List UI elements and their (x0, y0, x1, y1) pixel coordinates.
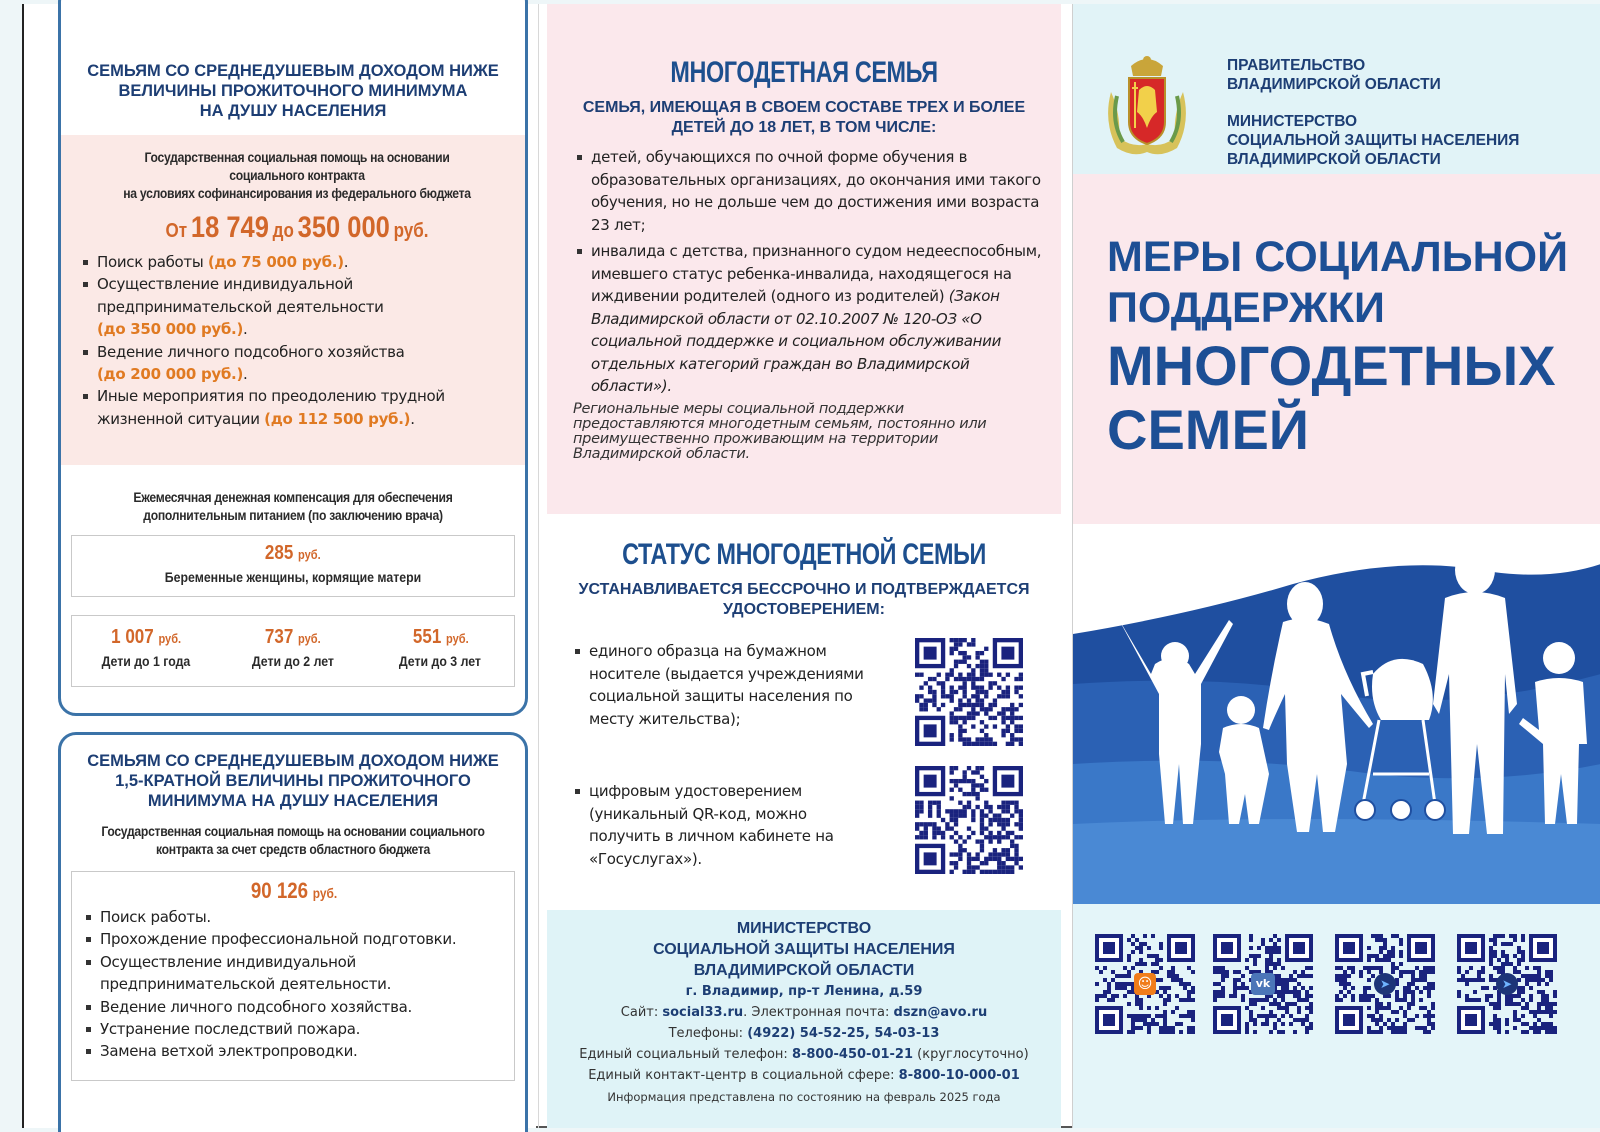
government-name: ПРАВИТЕЛЬСТВО ВЛАДИМИРСКОЙ ОБЛАСТИ (1227, 57, 1441, 93)
qr-code-digital-certificate[interactable] (915, 766, 1023, 874)
leaflet-title: МЕРЫ СОЦИАЛЬНОЙ ПОДДЕРЖКИ МНОГОДЕТНЫХ СЕМЕЙ (1107, 233, 1569, 461)
regional-amount: 90 126 руб. (250, 878, 338, 903)
telegram-icon: ➤ (1374, 973, 1396, 995)
email-link[interactable]: dszn@avo.ru (893, 1005, 988, 1020)
list-item: Замена ветхой электропроводки. (82, 1040, 506, 1062)
social-qr-telegram-2[interactable] (1457, 934, 1557, 1038)
social-contract-federal-band (61, 135, 525, 465)
phones-line: Телефоны: (4922) 54-52-25, 54-03-13 (668, 1026, 940, 1041)
definition-subheading: СЕМЬЯ, ИМЕЮЩАЯ В СВОЕМ СОСТАВЕ ТРЕХ И БОЛЕЕ ДЕТЕЙ ДО 18 ЛЕТ, В ТОМ ЧИСЛЕ: (582, 99, 1026, 136)
coat-of-arms-icon (1103, 52, 1191, 160)
status-section (547, 514, 1061, 910)
list-item: Поиск работы. (82, 906, 506, 928)
list-item: Ведение личного подсобного хозяйства. (82, 996, 506, 1018)
status-list-digital (571, 780, 881, 870)
panel-right (1072, 4, 1600, 1128)
regional-measures-list (82, 906, 506, 1063)
social-qr-vk[interactable] (1213, 934, 1313, 1038)
list-item: цифровым удостоверением (уникальный QR-код, можно получить в личном кабинете на «Госуслугах»). (571, 780, 881, 870)
social-qr-ok[interactable] (1095, 934, 1195, 1038)
family-illustration (1073, 524, 1600, 904)
compensation-cell: 737 руб. Дети до 2 лет (251, 626, 335, 669)
children-compensation-box (71, 615, 515, 687)
list-item: инвалида с детства, признанного судом недееспособным, имевшего статус ребенка-инвалида, находящегося на иждивении родителей (одного из родителей) (Закон Владимирской области от 02.10.2007 № 120-ОЗ «О социальной поддержке и социальном обслуживании отдельных категорий граждан во Владимирской области»). (573, 240, 1047, 398)
qr-code-paper-certificate[interactable] (915, 638, 1023, 746)
compensation-title: Ежемесячная денежная компенсация для обеспечения дополнительным питанием (по заключению врача) (133, 490, 453, 523)
pregnant-compensation-box: 285 руб. Беременные женщины, кормящие матери (71, 535, 515, 597)
list-item: Устранение последствий пожара. (82, 1018, 506, 1040)
card-below-minimum (58, 0, 528, 716)
vk-icon: vk (1251, 973, 1275, 995)
regional-note: Региональные меры социальной поддержки предоставляются многодетным семьям, постоянно или преимущественно проживающим на территории Владимирской области. (573, 400, 987, 462)
compensation-cell: 551 руб. Дети до 3 лет (399, 626, 482, 669)
ministry-name: МИНИСТЕРСТВО СОЦИАЛЬНОЙ ЗАЩИТЫ НАСЕЛЕНИЯ ВЛАДИМИРСКОЙ ОБЛАСТИ (653, 920, 955, 979)
card1-title: СЕМЬЯМ СО СРЕДНЕДУШЕВЫМ ДОХОДОМ НИЖЕ ВЕЛИЧИНЫ ПРОЖИТОЧНОГО МИНИМУМА НА ДУШУ НАСЕЛЕНИЯ (87, 62, 499, 120)
telegram-icon: ➤ (1496, 973, 1518, 995)
contact-center-line: Единый контакт-центр в социальной сфере: 8-800-10-000-01 (588, 1068, 1020, 1083)
social-contract-condition: Государственная социальная помощь на основании социального контракта на условиях софинансирования из федерального бюджета (123, 150, 471, 201)
card-below-1-5-minimum (58, 732, 528, 1132)
federal-measures-list (79, 251, 515, 430)
list-item: Осуществление индивидуальной предпринимательской деятельности. (82, 951, 506, 996)
panel-middle (538, 4, 1070, 1128)
odnoklassniki-icon: ☺ (1134, 973, 1156, 995)
list-item: единого образца на бумажном носителе (выдается учреждениями социальной защиты населения по месту жительства); (571, 640, 871, 730)
list-item: Поиск работы (до 75 000 руб.). (79, 251, 515, 273)
list-item: детей, обучающихся по очной форме обучения в образовательных организациях, до окончания ими такого обучения, но не дольше чем до достижения ими возраста 23 лет; (573, 146, 1047, 236)
social-links-section (1073, 904, 1600, 1128)
definition-section (547, 4, 1061, 514)
regional-contract-condition: Государственная социальная помощь на основании социального контракта за счет средств областного бюджета (101, 824, 485, 857)
large-family-heading: МНОГОДЕТНАЯ СЕМЬЯ (670, 56, 938, 89)
social-phone-line: Единый социальный телефон: 8-800-450-01-21 (круглосуточно) (579, 1047, 1029, 1062)
site-email-line: Сайт: social33.ru. Электронная почта: dszn@avo.ru (620, 1005, 988, 1020)
list-item: Прохождение профессиональной подготовки. (82, 928, 506, 950)
status-subheading: УСТАНАВЛИВАЕТСЯ БЕССРОЧНО И ПОДТВЕРЖДАЕТСЯ УДОСТОВЕРЕНИЕМ: (578, 581, 1030, 618)
site-link[interactable]: social33.ru (662, 1005, 744, 1020)
list-item: Ведение личного подсобного хозяйства (до 200 000 руб.). (79, 341, 515, 386)
status-heading: СТАТУС МНОГОДЕТНОЙ СЕМЬИ (622, 538, 986, 571)
contacts-section (547, 910, 1061, 1128)
amount-range: От 18 749 до 350 000 руб. (165, 211, 429, 244)
header-section (1073, 4, 1600, 174)
card2-title: СЕМЬЯМ СО СРЕДНЕДУШЕВЫМ ДОХОДОМ НИЖЕ 1,5-КРАТНОЙ ВЕЛИЧИНЫ ПРОЖИТОЧНОГО МИНИМУМА НА ДУШУ НАСЕЛЕНИЯ (87, 752, 499, 810)
status-list-paper (571, 640, 871, 730)
definition-list (573, 146, 1047, 398)
social-qr-telegram-1[interactable] (1335, 934, 1435, 1038)
ministry-header-name: МИНИСТЕРСТВО СОЦИАЛЬНОЙ ЗАЩИТЫ НАСЕЛЕНИЯ ВЛАДИМИРСКОЙ ОБЛАСТИ (1227, 113, 1520, 168)
family-silhouette-image (1073, 524, 1600, 904)
regional-measures-box (71, 871, 515, 1081)
list-item: Иные мероприятия по преодолению трудной жизненной ситуации (до 112 500 руб.). (79, 385, 515, 430)
info-date: Информация представлена по состоянию на февраль 2025 года (607, 1090, 1001, 1104)
panel-left (24, 4, 536, 1128)
list-item: Осуществление индивидуальной предпринимательской деятельности (до 350 000 руб.). (79, 273, 515, 340)
contact-details (547, 981, 1061, 1086)
address: г. Владимир, пр-т Ленина, д.59 (685, 984, 923, 999)
compensation-cell: 1 007 руб. Дети до 1 года (101, 626, 191, 669)
title-section (1073, 174, 1600, 524)
